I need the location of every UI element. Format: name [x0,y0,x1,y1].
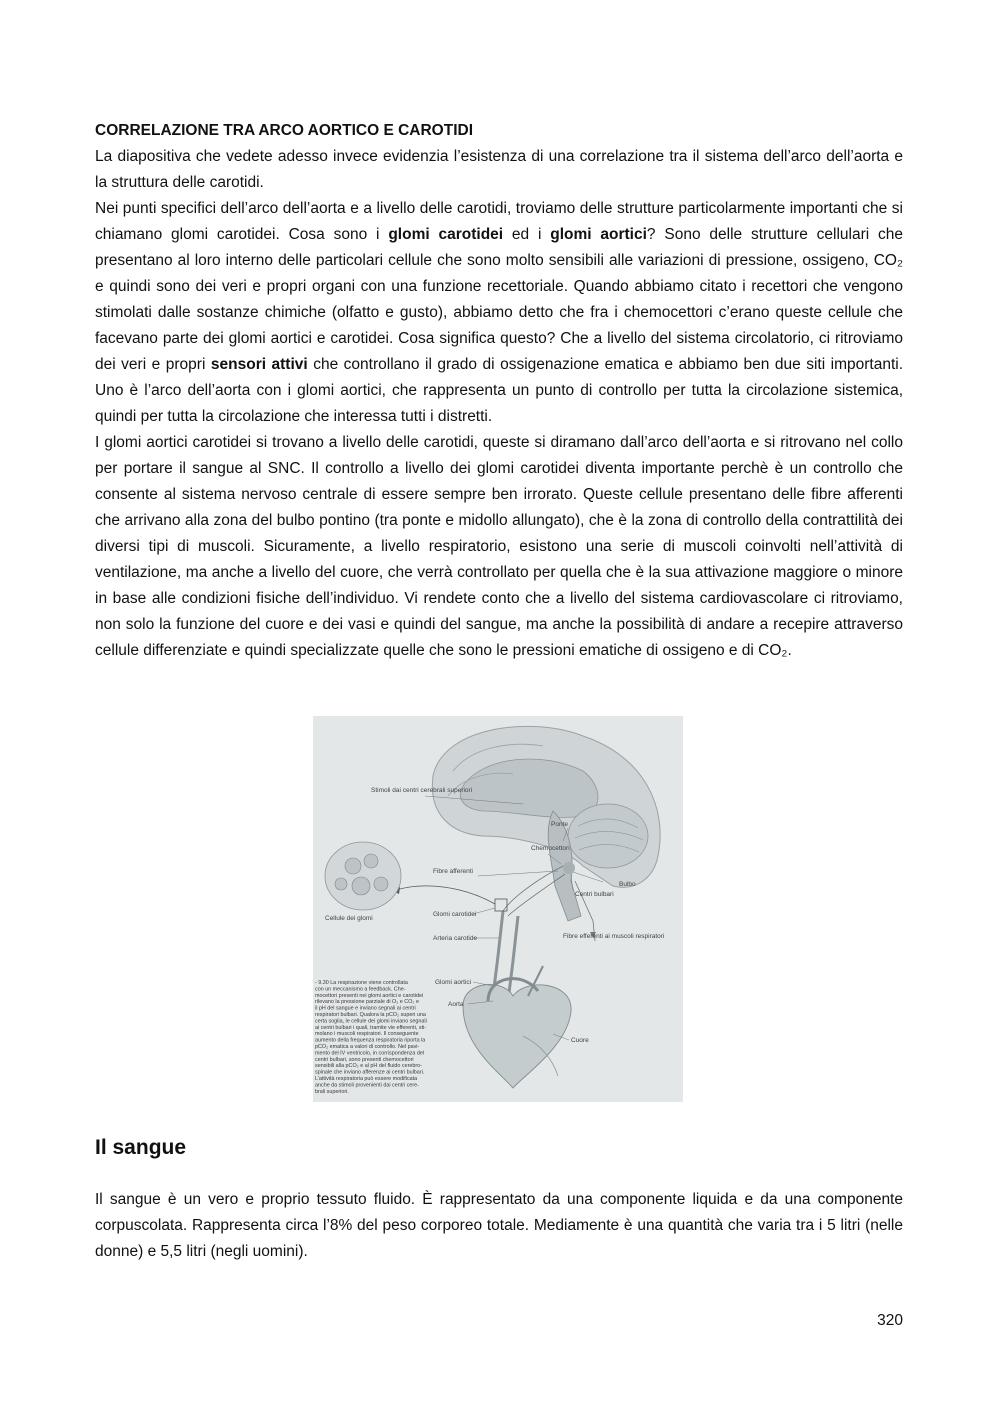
label-cellule-glomi: Cellule dei glomi [325,915,373,922]
caption-line: anche da stimoli provenienti dai centri cere- [315,1082,419,1089]
paragraph-sangue: Il sangue è un vero e proprio tessuto fluido. È rappresentato da una componente liquida e da una componente corpuscolata. Rappresenta circa l’8% del peso corporeo totale. Mediamente è una quantità che varia tra i 5 litri (nelle donne) e 5,5 litri (negli uomini). [95,1191,903,1260]
bold-sensori-attivi: sensori attivi [210,356,308,373]
caption-line: spinale che inviano afferenze ai centri bulbari. [315,1069,425,1076]
caption-line: rilevano la pressione parziale di O₂ e CO₂ e [315,999,419,1006]
caption-line: con un meccanismo a feedback. Che- [315,986,406,993]
label-ponte: Ponte [551,821,568,828]
bold-glomi-carotidei: glomi carotidei [388,226,504,243]
caption-line: aumento della frequenza respiratoria riporta la [315,1037,426,1044]
section-sangue [95,1187,903,1265]
caption-line: il pH del sangue e inviano segnali ai centri [315,1005,416,1012]
caption-line: L’attività respiratoria può essere modificata [315,1076,418,1082]
page-number: 320 [877,1312,903,1329]
label-bulbo: Bulbo [619,881,636,888]
respiratory-control-figure [313,716,683,1102]
figure-illustration [313,716,683,1102]
bold-glomi-aortici: glomi aortici [550,226,647,243]
section-title-sangue: Il sangue [95,1136,187,1159]
label-arteria-carotide: Arteria carotide [433,935,478,942]
caption-line: certa soglia, le cellule dei glomi inviano segnali [315,1018,427,1025]
section-correlazione [95,118,903,664]
caption-line: sensibili alla pCO₂ e al pH del fluido cerebro- [315,1063,422,1070]
label-chemocettori: Chemocettori [531,845,570,852]
label-stimoli: Stimoli dai centri cerebrali superiori [371,787,473,794]
label-fibre-afferenti: Fibre afferenti [433,868,473,875]
caption-line: molano i muscoli respiratori. Il conseguente [315,1031,419,1038]
caption-line: pCO₂ ematica a valori di controllo. Nel pavi- [315,1044,420,1050]
caption-line: - 9.30 La respirazione viene controllata [315,980,408,986]
label-centri-bulbari: Centri bulbari [575,891,614,898]
label-fibre-efferenti: Fibre efferenti ai muscoli respiratori [563,933,665,940]
label-cuore: Cuore [571,1037,589,1044]
caption-line: mento del IV ventricolo, in corrispondenza del [315,1050,425,1057]
caption-line: mocettori presenti nei glomi aortici e carotidei [315,992,424,999]
paragraph-2: Nei punti specifici dell’arco dell’aorta e a livello delle carotidi, troviamo delle strutture particolarmente importanti che si chiamano glomi carotidei. Cosa sono i glomi carotidei ed i glomi aortici? Sono delle strutture cellulari che presentano al loro interno delle particolari cellule che sono molto sensibili alle variazioni di pressione, ossigeno, CO₂ e quindi sono dei veri e propri organi con una funzione recettoriale. Quando abbiamo citato i recettori che vengono stimolati dalle sostanze chimiche (olfatto e gusto), abbiamo detto che fra i chemocettori c’erano queste cellule che facevano parte dei glomi aortici e carotidei. Cosa significa questo? Che a livello del sistema circolatorio, ci ritroviamo dei veri e propri sensori attivi che controllano il grado di ossigenazione ematica e abbiamo ben due siti importanti. Uno è l’arco dell’aorta con i glomi aortici, che rappresenta un punto di controllo per tutta la circolazione sistemica, quindi per tutta la circolazione che interessa tutti i distretti. [95,200,904,425]
paragraph-1: La diapositiva che vedete adesso invece evidenzia l’esistenza di una correlazione tra il sistema dell’arco dell’aorta e la struttura delle carotidi. [95,148,903,191]
paragraph-3: I glomi aortici carotidei si trovano a livello delle carotidi, queste si diramano dall’arco dell’aorta e si ritrovano nel collo per portare il sangue al SNC. Il controllo a livello dei glomi carotidei diventa importante perchè è un controllo che consente al sistema nervoso centrale di essere sempre ben irrorato. Queste cellule presentano delle fibre afferenti che arrivano alla zona del bulbo pontino (tra ponte e midollo allungato), che è la zona di controllo della contrattilità dei diversi tipi di muscoli. Sicuramente, a livello respiratorio, esistono una serie di muscoli coinvolti nell’attività di ventilazione, ma anche a livello del cuore, che verrà controllato per quella che è la sua attivazione maggiore o minore in base alle condizioni fisiche dell’individuo. Vi rendete conto che a livello del sistema cardiovascolare ci ritroviamo, non solo la funzione del cuore e dei vasi e quindi del sangue, ma anche la possibilità di andare a recepire attraverso cellule differenziate e quindi specializzate quelle che sono le pressioni ematiche di ossigeno e di CO₂. [95,434,903,659]
caption-line: ai centri bulbari i quali, tramite vie efferenti, sti- [315,1024,427,1031]
caption-line: centri bulbari, sono presenti chemocettori [315,1056,414,1063]
caption-line: brali superiori. [315,1088,349,1095]
label-glomi-aortici: Glomi aortici [435,979,472,986]
caption-line: respiratori bulbari. Qualora la pCO₂ superi una [315,1012,426,1018]
label-aorta: Aorta [448,1001,464,1008]
label-glomi-carotidei: Glomi carotidei [433,911,477,918]
section-heading: CORRELAZIONE TRA ARCO AORTICO E CAROTIDI [95,122,474,139]
figure-caption [315,980,427,1095]
